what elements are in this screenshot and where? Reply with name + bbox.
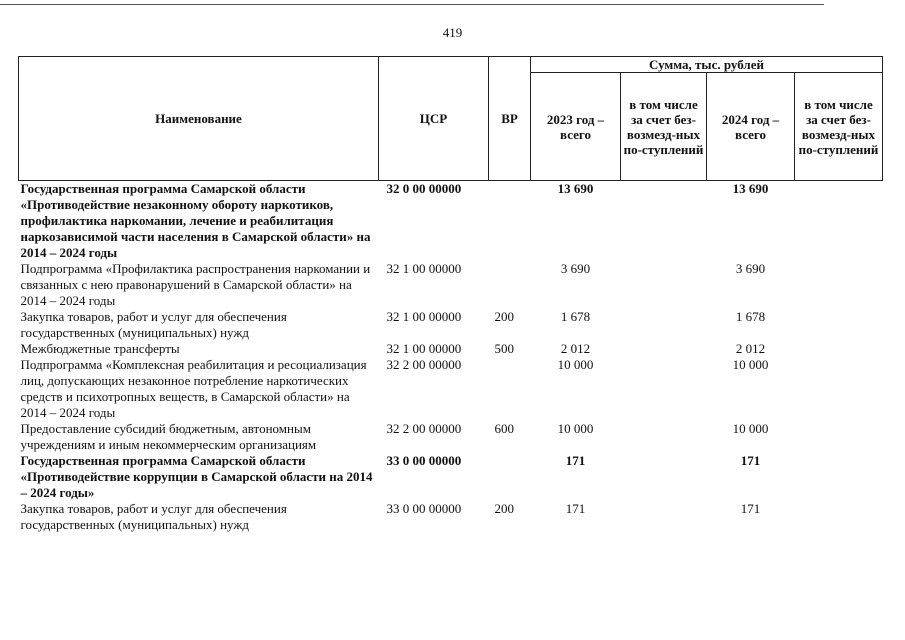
row-2024-total: 10 000 [732,421,769,436]
row-name: Предоставление субсидий бюджетным, автономным учреждениям и иным некоммерческим организациям [20,421,317,452]
row-2024-grants [795,421,883,453]
table-row [19,341,883,357]
table-row [19,357,883,421]
row-2024-grants [795,309,883,341]
row-csr: 33 0 00 00000 [386,453,462,468]
row-2024-total: 171 [740,453,761,468]
row-2024-total: 1 678 [735,309,766,324]
row-name: Подпрограмма «Комплексная реабилитация и ресоциализация лиц, допускающих незаконное потребление наркотических средств и психотропных веществ, в Самарской области» на 2014 – 2024 годы [20,357,367,420]
table-row [19,501,883,533]
header-2023-total: 2023 год – всего [531,73,621,181]
table-header [19,57,883,181]
header-sum-group: Сумма, тыс. рублей [531,57,883,73]
header-name: Наименование [19,57,379,181]
row-2023-grants [621,341,707,357]
row-2023-grants [621,421,707,453]
row-name: Межбюджетные трансферты [20,341,180,356]
row-vr: 600 [494,421,514,436]
row-csr: 32 1 00 00000 [386,261,462,276]
row-2024-grants [795,357,883,421]
budget-table [18,56,883,533]
row-2023-total: 10 000 [557,421,594,436]
row-2024-grants [795,501,883,533]
row-vr: 200 [494,309,514,324]
row-2023-grants [621,181,707,262]
row-2023-grants [621,309,707,341]
row-csr: 32 2 00 00000 [386,421,462,436]
table-row [19,181,883,262]
page-number: 419 [442,25,463,40]
header-vr: ВР [489,57,531,181]
row-name: Государственная программа Самарской области «Противодействие коррупции в Самарской области на 2014 – 2024 годы» [20,453,373,500]
row-2024-grants [795,341,883,357]
row-2023-total: 2 012 [560,341,591,356]
row-2024-total: 171 [740,501,761,516]
row-csr: 32 2 00 00000 [386,357,462,372]
row-vr [489,453,531,501]
row-name: Закупка товаров, работ и услуг для обеспечения государственных (муниципальных) нужд [20,501,287,532]
row-2024-total: 13 690 [732,181,769,196]
row-vr: 200 [494,501,514,516]
row-vr [489,181,531,262]
row-2023-total: 10 000 [557,357,594,372]
row-2024-grants [795,261,883,309]
row-2024-total: 2 012 [735,341,766,356]
row-2023-total: 171 [565,453,586,468]
table-row [19,453,883,501]
header-2023-grants: в том числе за счет без-возмезд-ных по-ступлений [621,73,707,181]
header-2024-grants: в том числе за счет без-возмезд-ных по-ступлений [795,73,883,181]
row-2023-total: 3 690 [560,261,591,276]
header-csr: ЦСР [379,57,489,181]
row-name: Подпрограмма «Профилактика распространения наркомании и связанных с нею правонарушений в Самарской области» на 2014 – 2024 годы [20,261,371,308]
row-2023-grants [621,453,707,501]
row-name: Закупка товаров, работ и услуг для обеспечения государственных (муниципальных) нужд [20,309,287,340]
row-2024-total: 10 000 [732,357,769,372]
row-2023-grants [621,357,707,421]
row-vr: 500 [494,341,514,356]
row-name: Государственная программа Самарской области «Противодействие незаконному обороту наркотиков, профилактика наркомании, лечение и реабилитация наркозависимой части населения в Самарской области» на 2014 – 2024 годы [20,181,371,260]
table-row [19,421,883,453]
top-rule [0,4,824,5]
table-row [19,261,883,309]
row-csr: 32 1 00 00000 [386,341,462,356]
row-2024-total: 3 690 [735,261,766,276]
row-vr [489,357,531,421]
row-csr: 32 0 00 00000 [386,181,462,196]
row-csr: 32 1 00 00000 [386,309,462,324]
header-2024-total: 2024 год – всего [707,73,795,181]
row-2023-grants [621,501,707,533]
table-row [19,309,883,341]
row-2023-total: 1 678 [560,309,591,324]
row-2024-grants [795,181,883,262]
row-csr: 33 0 00 00000 [386,501,462,516]
row-2023-total: 171 [565,501,586,516]
row-2024-grants [795,453,883,501]
row-2023-grants [621,261,707,309]
row-2023-total: 13 690 [557,181,594,196]
table-body [19,181,883,534]
row-vr [489,261,531,309]
